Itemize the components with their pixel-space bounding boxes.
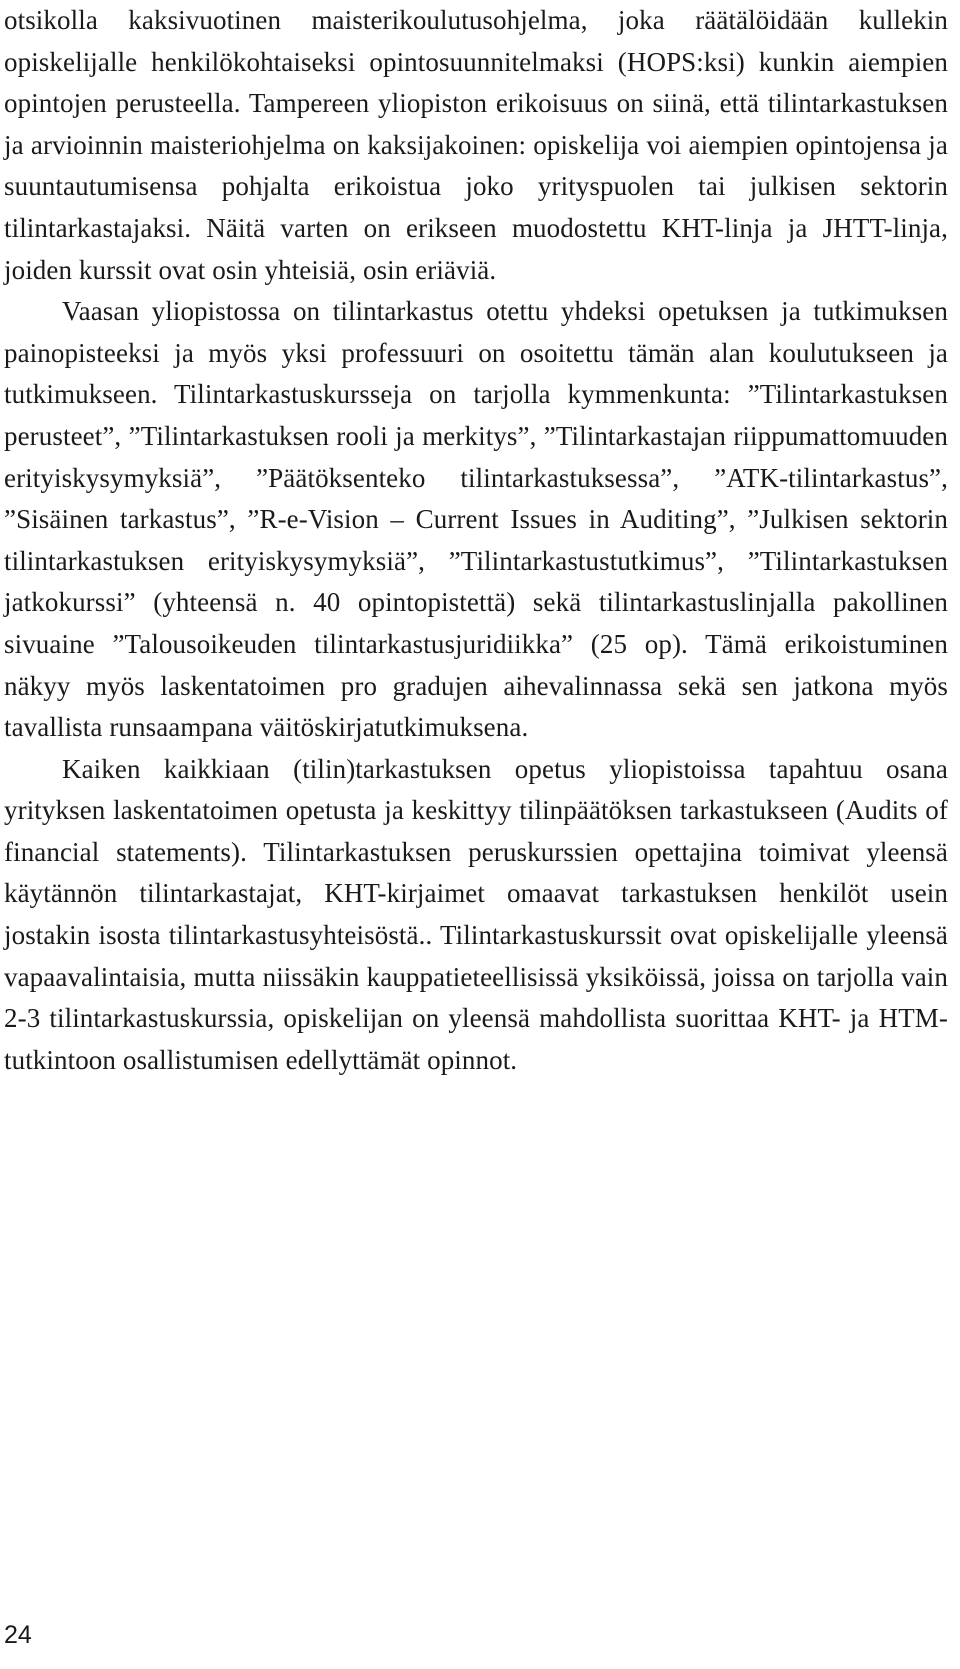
paragraph-2: Vaasan yliopistossa on tilintarkastus otettu yhdeksi opetuksen ja tutkimuksen painopisteeksi ja myös yksi professuuri on osoitettu tämän alan koulutukseen ja tutkimukseen. Tilintarkastuskursseja on tarjolla kymmenkunta: ”Tilintarkastuksen perusteet”, ”Tilintarkastuksen rooli ja merkitys”, ”Tilintarkastajan riippumattomuuden erityiskysymyksiä”, ”Päätöksenteko tilintarkastuksessa”, ”ATK-tilintarkastus”, ”Sisäinen tarkastus”, ”R-e-Vision – Current Issues in Auditing”, ”Julkisen sektorin tilintarkastuksen erityiskysymyksiä”, ”Tilintarkastustutkimus”, ”Tilintarkastuksen jatkokurssi” (yhteensä n. 40 opintopistettä) sekä tilintarkastuslinjalla pakollinen sivuaine ”Talousoikeuden tilintarkastusjuridiikka” (25 op). Tämä erikoistuminen näkyy myös laskentatoimen pro gradujen aihevalinnassa sekä sen jatkona myös tavallista runsaampana väitöskirjatutkimuksena. <box>4 296 948 743</box>
paragraph-3: Kaiken kaikkiaan (tilin)tarkastuksen opetus yliopistoissa tapahtuu osana yrityksen laskentatoimen opetusta ja keskittyy tilinpäätöksen tarkastukseen (Audits of financial statements). Tilintarkastuksen peruskurssien opettajina toimivat yleensä käytännön tilintarkastajat, KHT-kirjaimet omaavat tarkastuksen henkilöt usein jostakin isosta tilintarkastusyhteisöstä.. Tilintarkastuskurssit ovat opiskelijalle yleensä vapaavalintaisia, mutta niissäkin kauppatieteellisissä yksiköissä, joissa on tarjolla vain 2-3 tilintarkastuskurssia, opiskelijan on yleensä mahdollista suorittaa KHT- ja HTM-tutkintoon osallistumisen edellyttämät opinnot. <box>4 753 948 1075</box>
body-text <box>4 0 948 1081</box>
paragraph-1: otsikolla kaksivuotinen maisterikoulutusohjelma, joka räätälöidään kullekin opiskelijalle henkilökohtaiseksi opintosuunnitelmaksi (HOPS:ksi) kunkin aiempien opintojen perusteella. Tampereen yliopiston erikoisuus on siinä, että tilintarkastuksen ja arvioinnin maisteriohjelma on kaksijakoinen: opiskelija voi aiempien opintojensa ja suuntautumisensa pohjalta erikoistua joko yrityspuolen tai julkisen sektorin tilintarkastajaksi. Näitä varten on erikseen muodostettu KHT-linja ja JHTT-linja, joiden kurssit ovat osin yhteisiä, osin eriäviä. <box>4 5 948 285</box>
page-number: 24 <box>4 1621 32 1649</box>
document-page <box>4 0 948 1081</box>
